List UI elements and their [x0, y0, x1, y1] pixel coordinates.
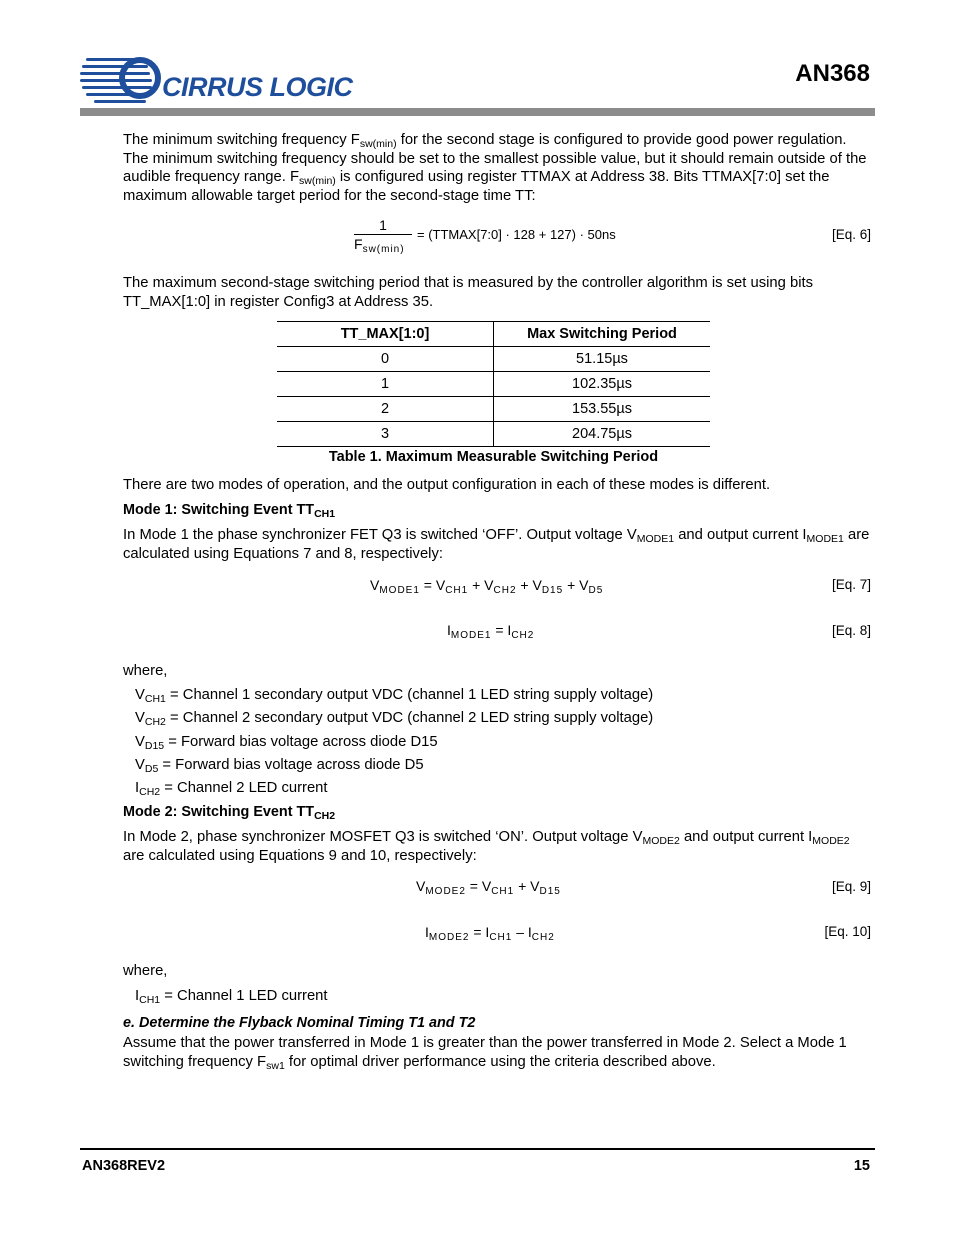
eq-term: = V — [419, 577, 446, 593]
subscript: CH1 — [144, 693, 166, 705]
where-label: where, — [123, 663, 168, 679]
logo-text: CIRRUS LOGIC — [162, 72, 353, 102]
text-run: In Mode 2, phase synchronizer MOSFET Q3 is switched ‘ON’. Output voltage V — [123, 829, 643, 845]
table-caption: Table 1. Maximum Measurable Switching Period — [328, 449, 659, 465]
def-symbol: V — [135, 734, 145, 750]
eq6-denominator — [354, 236, 412, 255]
switching-period-table — [277, 321, 710, 447]
text-run: is configured using register TTMAX at Address 38. Bits TTMAX[7:0] set the maximum allowable target period for the second-stage time TT: — [123, 169, 830, 204]
equation-6-fraction — [354, 217, 412, 255]
text-run: and output current I — [679, 829, 813, 845]
table-cell: 102.35µs — [494, 372, 711, 397]
mode1-paragraph — [123, 526, 873, 563]
subscript: D5 — [144, 763, 159, 775]
subscript: CH1 — [139, 994, 161, 1006]
subscript: MODE1 — [636, 533, 675, 545]
eq-subscript: D15 — [541, 585, 564, 596]
def-text: = Channel 1 secondary output VDC (channel 1 LED string supply voltage) — [165, 687, 654, 703]
cirrus-logic-logo — [80, 52, 370, 108]
text-run: for optimal driver performance using the criteria described above. — [284, 1053, 716, 1070]
table-row — [277, 372, 710, 397]
subscript: CH2 — [144, 716, 166, 728]
equation-9-label: [Eq. 9] — [831, 879, 871, 894]
def-text: = Channel 1 LED current — [160, 988, 328, 1004]
section-e-heading: e. Determine the Flyback Nominal Timing T1 and T2 — [123, 1015, 476, 1031]
table-cell: 204.75µs — [494, 422, 711, 447]
equation-10 — [425, 924, 555, 943]
equation-10-label: [Eq. 10] — [824, 924, 871, 939]
mode1-heading — [123, 501, 873, 520]
eq-subscript: MODE1 — [450, 630, 492, 641]
table-header-row — [277, 322, 710, 347]
mode2-heading — [123, 803, 873, 822]
definition-item — [135, 756, 885, 775]
paragraph-ttmax: The maximum second-stage switching period that is measured by the controller algorithm is set using bits TT_MAX[1:0] in register Config3 at Address 35. — [123, 275, 814, 310]
equation-8 — [447, 622, 535, 641]
text-run: In Mode 1 the phase synchronizer FET Q3 is switched ‘OFF’. Output voltage V — [123, 527, 637, 543]
eq-term: = I — [491, 622, 512, 638]
section-e-paragraph — [123, 1034, 873, 1071]
subscript: sw(min) — [359, 138, 397, 150]
paragraph-modes: There are two modes of operation, and the output configuration in each of these modes is different. — [123, 477, 771, 493]
eq-subscript: CH2 — [531, 932, 555, 943]
table-cell: 153.55µs — [494, 397, 711, 422]
eq-term: + V — [514, 878, 540, 894]
logo-swoosh-icon — [80, 52, 170, 108]
equation-7-label: [Eq. 7] — [831, 577, 871, 592]
page-number: 15 — [853, 1158, 870, 1174]
mode2-paragraph — [123, 828, 873, 865]
eq-term: = V — [465, 878, 492, 894]
heading-text: Mode 2: Switching Event TT — [123, 804, 315, 820]
eq-subscript: CH1 — [491, 886, 515, 897]
subscript: MODE2 — [642, 835, 680, 847]
subscript: MODE1 — [806, 533, 844, 545]
column-header: TT_MAX[1:0] — [277, 322, 494, 347]
eq-subscript: CH1 — [445, 585, 469, 596]
text-run: are calculated using Equations 7 and 8, respectively: — [123, 527, 870, 562]
fraction-bar — [354, 234, 412, 235]
table-row — [277, 347, 710, 372]
eq6-numerator: 1 — [379, 217, 387, 233]
text-run: for the second stage is configured to provide good power regulation. The minimum switching frequency should be set to the smallest possible value, but it should remain outside of the audible frequency range. F — [123, 132, 867, 186]
equation-6-rhs: = (TTMAX[7:0] · 128 + 127) · 50ns — [417, 227, 616, 242]
equation-7 — [370, 577, 604, 596]
table-cell: 51.15µs — [494, 347, 711, 372]
eq6-den-symbol: F — [354, 236, 363, 252]
eq-subscript: D15 — [539, 886, 561, 897]
definition-item — [135, 987, 885, 1006]
eq-subscript: D5 — [588, 585, 604, 596]
subscript: D15 — [144, 740, 165, 752]
document-id: AN368 — [795, 60, 870, 87]
subscript: CH2 — [314, 810, 336, 822]
equation-8-label: [Eq. 8] — [831, 623, 871, 638]
subscript: sw(min) — [299, 175, 336, 188]
def-text: = Channel 2 secondary output VDC (channel 2 LED string supply voltage) — [165, 710, 654, 726]
table-cell: 2 — [277, 397, 494, 422]
table-row — [277, 422, 710, 447]
eq-subscript: CH2 — [493, 585, 517, 596]
eq-symbol: V — [370, 577, 380, 593]
text-run: are calculated using Equations 9 and 10, respectively: — [123, 847, 477, 864]
eq-symbol: V — [416, 878, 426, 894]
eq-subscript: CH1 — [489, 932, 513, 943]
def-text: = Forward bias voltage across diode D15 — [164, 734, 438, 750]
subscript: sw1 — [266, 1059, 285, 1072]
paragraph-intro — [123, 131, 873, 205]
header-rule — [80, 108, 875, 116]
eq-term: – I — [512, 924, 532, 940]
definition-item — [135, 709, 885, 728]
table-cell: 3 — [277, 422, 494, 447]
def-symbol: V — [135, 757, 145, 773]
where-label: where, — [123, 963, 168, 979]
column-header: Max Switching Period — [494, 322, 711, 347]
equation-6-label: [Eq. 6] — [831, 227, 871, 242]
eq-subscript: MODE2 — [425, 886, 466, 897]
eq-term: + V — [516, 577, 542, 593]
def-symbol: I — [135, 780, 140, 796]
table-row — [277, 397, 710, 422]
subscript: CH1 — [314, 508, 336, 520]
text-run: The minimum switching frequency F — [123, 132, 360, 148]
heading-text: Mode 1: Switching Event TT — [123, 502, 315, 518]
footer-rule — [80, 1148, 875, 1150]
eq-symbol: I — [447, 622, 451, 638]
eq-term: = I — [469, 924, 490, 940]
eq-subscript: MODE1 — [379, 585, 420, 596]
definition-item — [135, 686, 885, 705]
def-symbol: V — [135, 710, 145, 726]
def-symbol: I — [135, 988, 140, 1004]
eq-symbol: I — [425, 924, 429, 940]
table-cell: 0 — [277, 347, 494, 372]
eq-subscript: MODE2 — [428, 932, 470, 943]
text-run: Assume that the power transferred in Mode 1 is greater than the power transferred in Mode 2. Select a Mode 1 switching frequency F — [123, 1035, 847, 1070]
footer-doc-revision: AN368REV2 — [82, 1158, 166, 1174]
eq-subscript: CH2 — [511, 630, 535, 641]
definition-item — [135, 733, 885, 752]
equation-9 — [416, 878, 561, 897]
subscript: MODE2 — [812, 835, 850, 847]
def-text: = Forward bias voltage across diode D5 — [158, 757, 424, 773]
definition-item — [135, 779, 885, 798]
eq-term: + V — [468, 577, 494, 593]
subscript: CH2 — [139, 786, 161, 798]
text-run: and output current I — [674, 527, 807, 543]
def-symbol: V — [135, 687, 145, 703]
eq-term: + V — [563, 577, 589, 593]
eq6-den-subscript: sw(min) — [362, 244, 405, 255]
table-cell: 1 — [277, 372, 494, 397]
def-text: = Channel 2 LED current — [160, 780, 328, 796]
